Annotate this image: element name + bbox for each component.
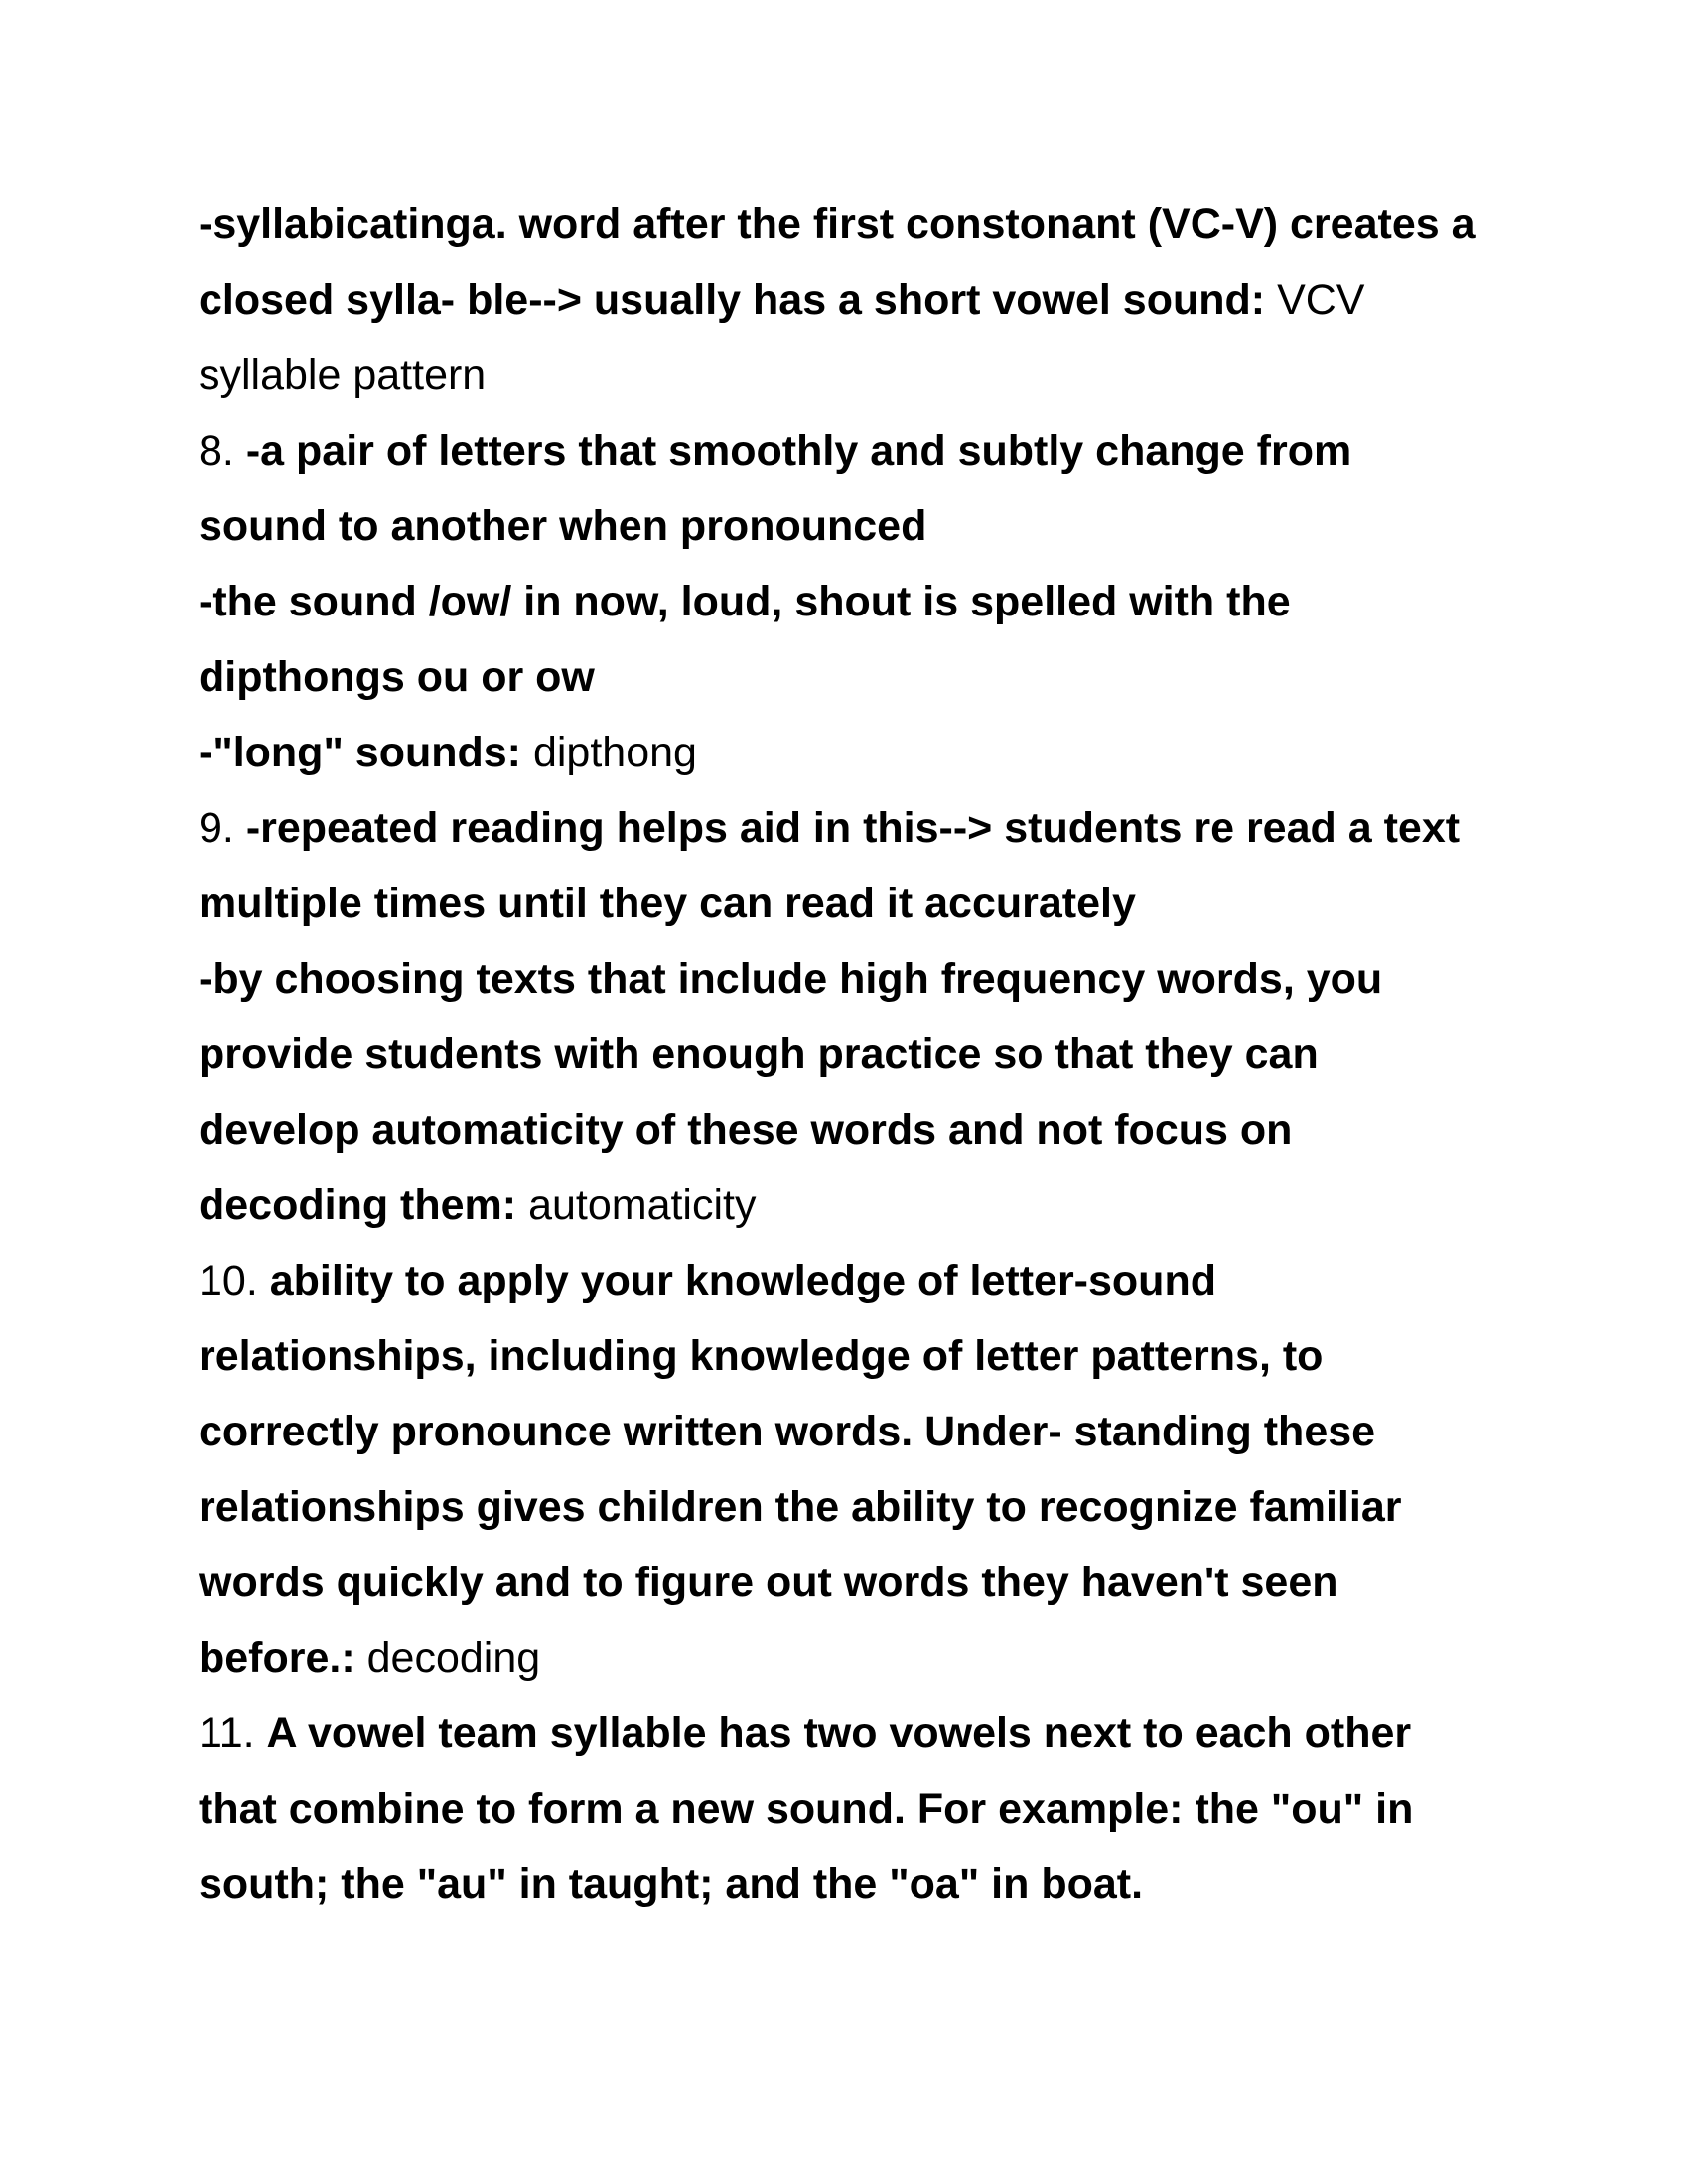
entry-question: ability to apply your knowledge of letter-sound relationships, including knowledge of letter patterns, to correctly pronounce written words. Under- standing these relationships gives children the ability to recognize familiar words quickly and to figure out words they haven't seen before.: <box>199 1257 1402 1682</box>
entry-10 <box>199 1243 1489 1696</box>
entry-question-line: -a pair of letters that smoothly and subtly change from sound to another when pronounced <box>199 427 1352 550</box>
document-body <box>199 187 1489 1922</box>
entry-answer: VCV syllable pattern <box>199 276 1365 399</box>
entry-9-line-2 <box>199 941 1489 1243</box>
entry-question: -syllabicatinga. word after the first constonant (VC-V) creates a closed sylla- ble--> usually has a short vowel sound: <box>199 201 1476 324</box>
entry-answer: decoding <box>366 1634 541 1682</box>
entry-question-line: -"long" sounds: <box>199 729 521 776</box>
entry-number: 11. <box>199 1709 255 1757</box>
entry-number: 9. <box>199 804 234 852</box>
entry-question-line: -by choosing texts that include high frequency words, you provide students with enough practice so that they can develop automaticity of these words and not focus on decoding them: <box>199 955 1383 1229</box>
entry-number: 10. <box>199 1257 258 1304</box>
entry-question-line: -the sound /ow/ in now, loud, shout is spelled with the dipthongs ou or ow <box>199 578 1291 701</box>
entry-8-line-2 <box>199 564 1489 715</box>
entry-number: 8. <box>199 427 234 475</box>
entry-7-continued <box>199 187 1489 413</box>
entry-answer: automaticity <box>528 1181 757 1229</box>
entry-8-line-3 <box>199 715 1489 790</box>
entry-11 <box>199 1696 1489 1922</box>
entry-9 <box>199 790 1489 941</box>
entry-question-line: -repeated reading helps aid in this--> students re read a text multiple times until they can read it accurately <box>199 804 1461 927</box>
entry-answer: dipthong <box>532 729 697 776</box>
entry-question: A vowel team syllable has two vowels next to each other that combine to form a new sound. For example: the "ou" in south; the "au" in taught; and the "oa" in boat. <box>199 1709 1414 1908</box>
entry-8 <box>199 413 1489 564</box>
